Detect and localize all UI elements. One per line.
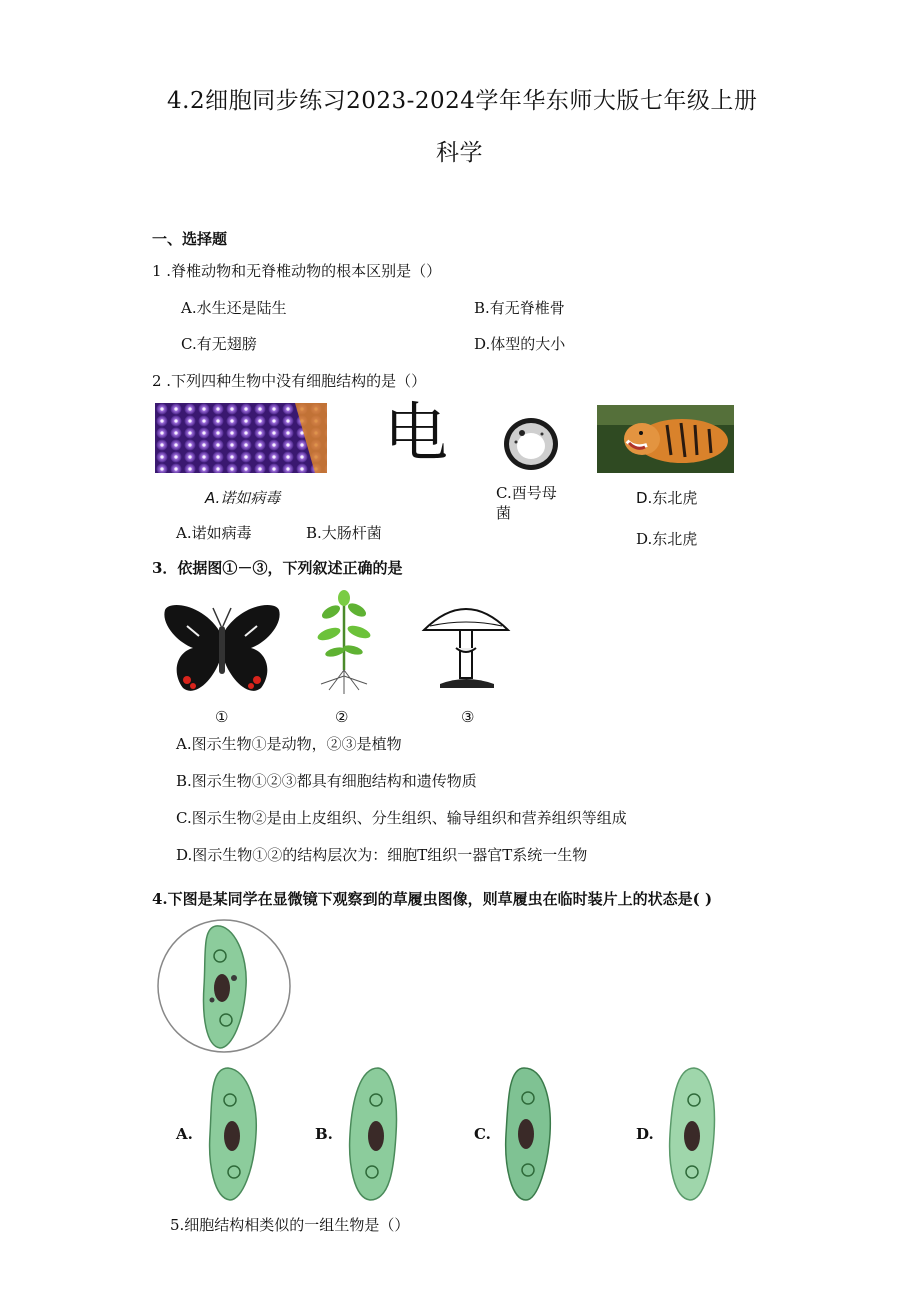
q4-option-d-label: D. — [636, 1125, 654, 1143]
tiger-image — [597, 405, 734, 473]
microscope-view-image — [156, 918, 292, 1054]
q3-stem: 3．依据图①－③，下列叙述正确的是 — [152, 559, 403, 577]
q3-option-d: D.图示生物①②的结构层次为：细胞T组织一器官T系统一生物 — [176, 846, 588, 864]
q3-option-c: C.图示生物②是由上皮组织、分生组织、输导组织和营养组织等组成 — [176, 809, 627, 827]
q4-stem: 4.下图是某同学在显微镜下观察到的草履虫图像，则草履虫在临时装片上的状态是( ) — [152, 890, 713, 908]
q3-figure-label-1: ① — [215, 708, 229, 726]
plant-image — [313, 590, 375, 696]
mushroom-image — [420, 596, 512, 692]
norovirus-image — [155, 403, 327, 473]
q4-option-a-label: A. — [176, 1125, 193, 1143]
q2-option-a: A.诺如病毒 — [176, 524, 252, 542]
doc-title-line1: 4.2细胞同步练习2023-2024学年华东师大版七年级上册 — [167, 88, 758, 114]
q4-option-b-label: B. — [315, 1125, 333, 1143]
q1-option-a: A.水生还是陆生 — [181, 299, 287, 317]
q3-option-a: A.图示生物①是动物，②③是植物 — [176, 735, 402, 753]
q2-image-a-caption: A.诺如病毒 — [205, 489, 281, 507]
q2-image-d-caption: D.东北虎 — [636, 489, 698, 507]
q3-figure-label-2: ② — [335, 708, 349, 726]
q2-option-b: B.大肠杆菌 — [306, 524, 382, 542]
yeast-cell-image — [502, 416, 560, 472]
q4-option-b-image — [342, 1064, 406, 1204]
butterfly-image — [163, 602, 281, 698]
section-heading: 一、选择题 — [152, 230, 228, 248]
q4-option-d-image — [660, 1064, 724, 1204]
q3-figure-label-3: ③ — [461, 708, 475, 726]
q1-stem: 1 .脊椎动物和无脊椎动物的根本区别是（） — [152, 262, 442, 280]
q4-option-c-image — [496, 1064, 560, 1204]
q2-stem: 2 .下列四种生物中没有细胞结构的是（） — [152, 372, 427, 390]
q1-option-c: C.有无翅膀 — [181, 335, 257, 353]
q2-image-b-glyph: 电 — [384, 397, 448, 471]
q2-image-c-caption: C.酉号母菌 — [496, 484, 557, 522]
q4-option-a-image — [200, 1064, 264, 1204]
q3-option-b: B.图示生物①②③都具有细胞结构和遗传物质 — [176, 772, 477, 790]
q1-option-d: D.体型的大小 — [474, 335, 566, 353]
doc-title-line2: 科学 — [436, 140, 483, 166]
q1-option-b: B.有无脊椎骨 — [474, 299, 565, 317]
q4-option-c-label: C. — [474, 1125, 491, 1143]
q2-option-d: D.东北虎 — [636, 530, 698, 548]
q5-stem: 5.细胞结构相类似的一组生物是（） — [170, 1216, 410, 1234]
